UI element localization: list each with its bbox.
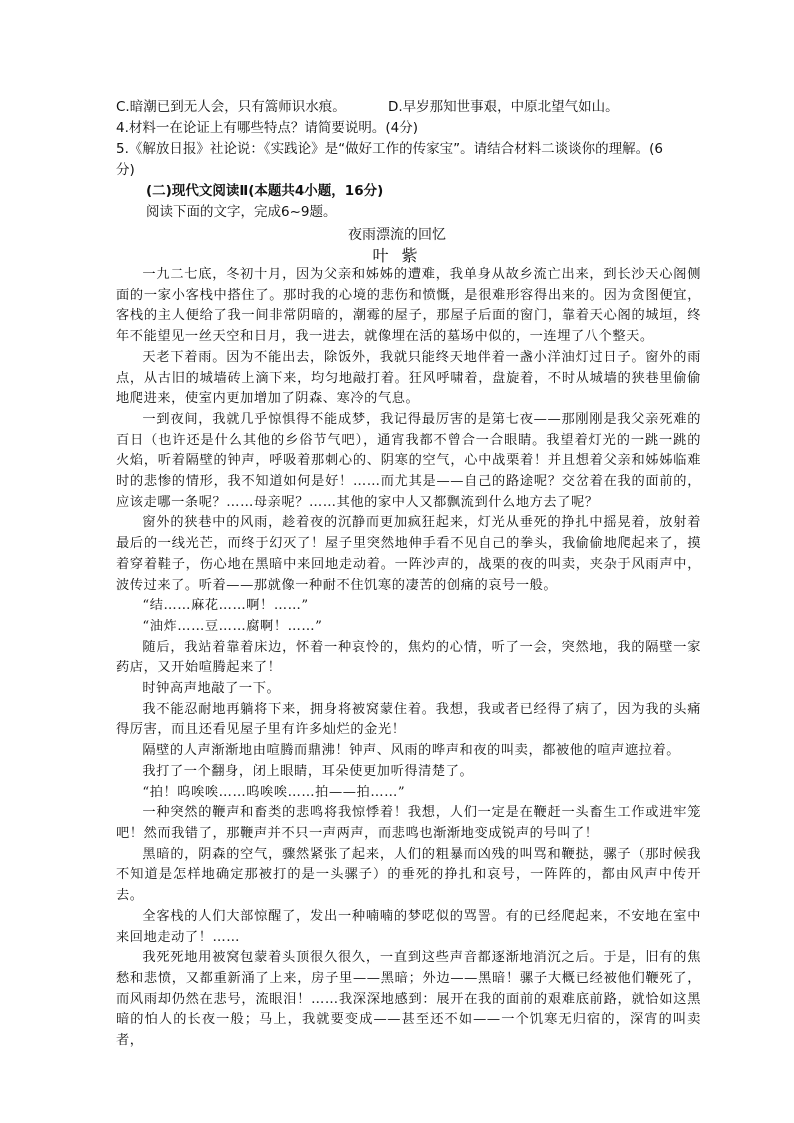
article-paragraph: 一九二七底，冬初十月，因为父亲和姊姊的遭难，我单身从故乡流亡出来，到长沙天心阁侧面的一家小客栈中搭住了。那时我的心境的悲伤和愤慨，是很难形容得出来的。因为贪图便宜，客栈的主人便给了我一间非常阴暗的，潮霉的屋子，那屋子后面的窗门，靠着天心阁的城垣，终年不能望见一丝天空和日月，我一进去，就像埋在活的墓场中似的，一连埋了八个整天。: [116, 267, 701, 345]
article-body: [116, 265, 701, 1052]
question-5-line1: 5.《解放日报》社论说：《实践论》是“做好工作的传家宝”。请结合材料二谈谈你的理解。(6: [116, 141, 663, 157]
section-instruction: 阅读下面的文字，完成6~9题。: [146, 204, 337, 220]
article-paragraph: 窗外的狭巷中的风雨，趁着夜的沉静而更加疯狂起来，灯光从垂死的挣扎中摇晃着，放射着最后的一线光芒，而终于幻灭了！屋子里突然地伸手看不见自己的拳头，我偷偷地爬起来了，摸着穿着鞋子，伤心地在黑暗中来回地走动着。一阵沙声的，战栗的夜的叫卖，夹杂于风雨声中，波传过来了。听着——那就像一种耐不住饥寒的凄苦的创痛的哀号一般。: [116, 515, 701, 593]
article-paragraph: 全客栈的人们大部惊醒了，发出一种喃喃的梦呓似的骂詈。有的已经爬起来，不安地在室中来回地走动了！……: [116, 908, 701, 945]
article-paragraph: 隔壁的人声渐渐地由喧腾而鼎沸！钟声、风雨的哗声和夜的叫卖，都被他的喧声遮拉着。: [142, 743, 681, 759]
article-title: 夜雨漂流的回忆: [348, 227, 446, 243]
question-5-line2: 分): [116, 162, 135, 178]
article-paragraph: 时钟高声地敲了一下。: [142, 681, 281, 697]
article-paragraph: 一到夜间，我就几乎惊惧得不能成梦，我记得最厉害的是第七夜——那刚刚是我父亲死难的百日（也许还是什么其他的乡俗节气吧），通宵我都不曾合一合眼睛。我望着灯光的一跳一跳的火焰，听着隔壁的钟声，呼吸着那刺心的、阴寒的空气，心中战栗着！并且想着父亲和姊姊临难时的悲惨的情形，我不知道如何是好！……而尤其是——自己的路途呢？交岔着在我的面前的，应该走哪一条呢？……母亲呢？……其他的家中人又都飘流到什么地方去了呢？: [116, 411, 701, 510]
article-paragraph: 黑暗的，阴森的空气，骤然紧张了起来，人们的粗暴而凶残的叫骂和鞭挞，骡子（那时候我不知道是怎样地确定那被打的是一头骡子）的垂死的挣扎和哀号，一阵阵的，都由风声中传开去。: [116, 846, 701, 904]
article-paragraph: 天老下着雨。因为不能出去，除饭外，我就只能终天地伴着一盏小洋油灯过日子。窗外的雨点，从古旧的城墙砖上滴下来，均匀地敲打着。狂风呼啸着，盘旋着，不时从城墙的狭巷里偷偷地爬进来，使室内更加增加了阴森、寒冷的气息。: [116, 349, 701, 407]
article-paragraph: 我打了一个翻身，闭上眼睛，耳朵使更加听得清楚了。: [142, 763, 474, 779]
article-paragraph: “结……麻花……啊！……”: [142, 598, 309, 614]
article-paragraph: 一种突然的鞭声和畜类的悲鸣将我惊悸着！我想，人们一定是在鞭赶一头畜生工作或进牢笼吧！然而我错了，那鞭声并不只一声两声，而悲鸣也渐渐地变成锐声的号叫了！: [116, 805, 701, 841]
article-author: 叶 紫: [372, 246, 422, 265]
option-c: C.暗潮已到无人会，只有篙师识水痕。: [116, 99, 346, 115]
article-paragraph: “油炸……豆……腐啊！……”: [142, 618, 323, 634]
section-heading: (二)现代文阅读Ⅱ(本题共4小题，16分): [146, 183, 384, 199]
option-d: D.早岁那知世事艰，中原北望气如山。: [388, 99, 619, 115]
article-paragraph: “拍！呜唉唉……呜唉唉……拍——拍……”: [142, 784, 406, 800]
article-paragraph: 随后，我站着靠着床边，怀着一种哀怜的，焦灼的心情，听了一会，突然地，我的隔壁一家药店，又开始喧腾起来了！: [116, 639, 701, 676]
article-paragraph: 我死死地用被窝包蒙着头顶很久很久，一直到这些声音都逐渐地消沉之后。于是，旧有的焦愁和悲愤，又都重新涌了上来，房子里——黑暗；外边——黑暗！骡子大概已经被他们鞭死了，而风雨却仍然在悲号，流眼泪！……我深深地感到：展开在我的面前的艰难底前路，就恰如这黑暗的怕人的长夜一般；马上，我就要变成——甚至还不如——一个饥寒无归宿的，深宵的叫卖者，: [116, 950, 701, 1049]
question-4: 4.材料一在论证上有哪些特点？请简要说明。(4分): [116, 120, 419, 136]
article-paragraph: 我不能忍耐地再躺将下来，拥身将被窝蒙住着。我想，我或者已经得了病了，因为我的头痛得厉害，而且还看见屋子里有许多灿烂的金光！: [116, 701, 701, 738]
